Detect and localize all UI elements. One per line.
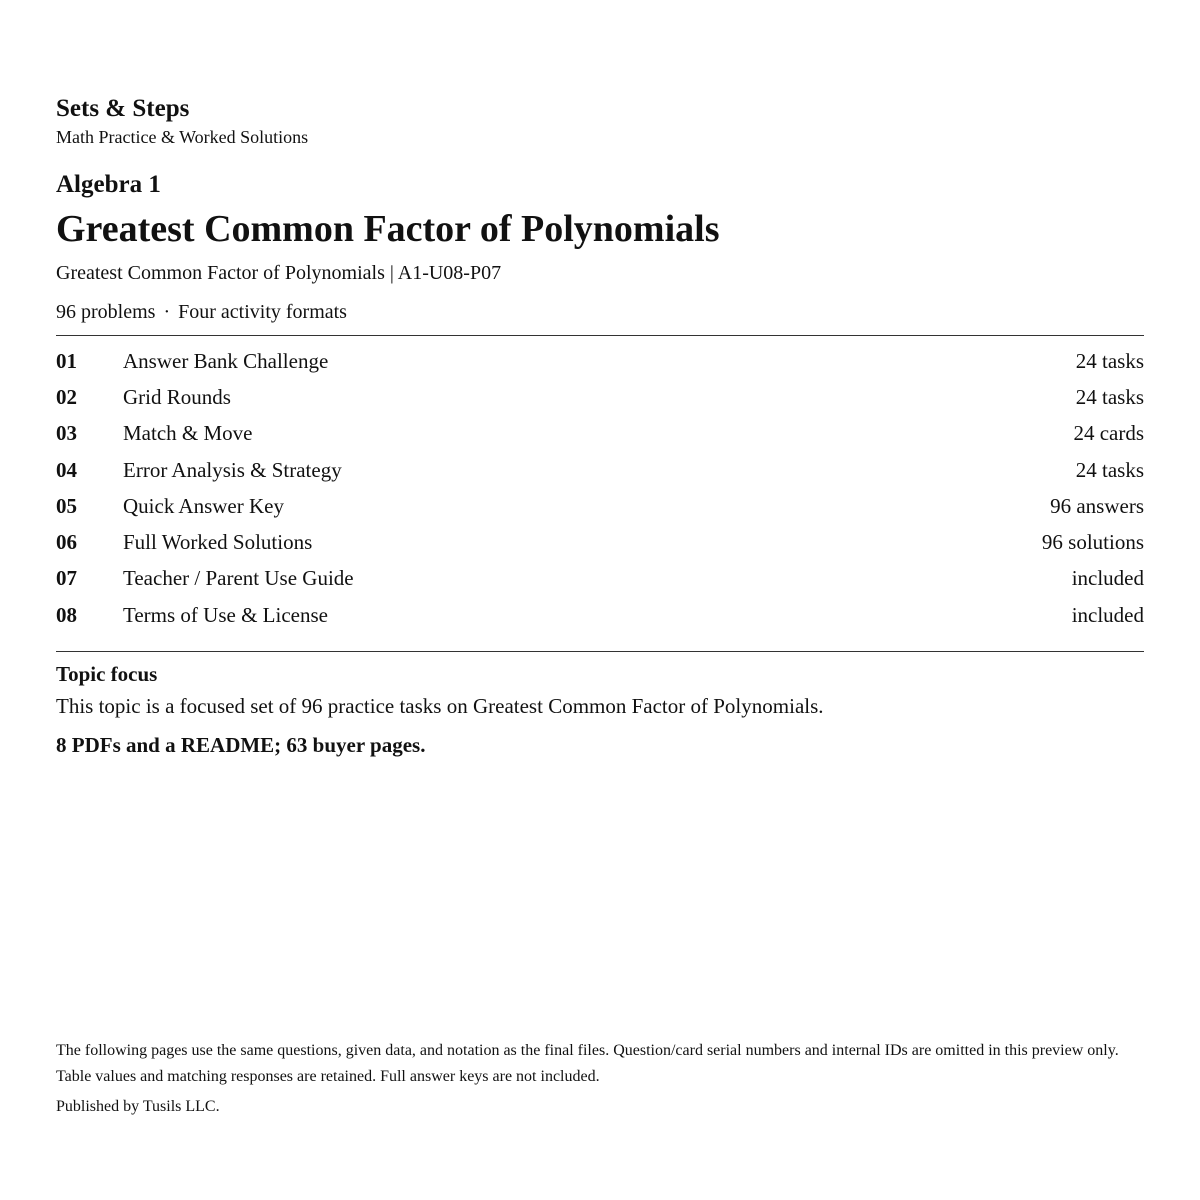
topic-focus-text: This topic is a focused set of 96 practice tasks on Greatest Common Factor of Polynomials. [56, 694, 824, 718]
row-label: Grid Rounds [123, 384, 231, 409]
row-count: 96 answers [1050, 493, 1144, 518]
row-count: 24 tasks [1075, 348, 1144, 373]
topic-focus-heading: Topic focus [56, 662, 158, 686]
row-label: Error Analysis & Strategy [123, 457, 342, 482]
row-label: Full Worked Solutions [123, 530, 313, 555]
meta-separator: · [163, 301, 171, 323]
contents-list [56, 343, 1144, 633]
top-divider [56, 335, 1144, 336]
brand-name: Sets & Steps [56, 95, 190, 122]
brand-tagline: Math Practice & Worked Solutions [56, 127, 309, 147]
contents-row [56, 597, 1144, 633]
row-number: 06 [56, 530, 77, 555]
contents-row [56, 379, 1144, 415]
row-count: 96 solutions [1041, 530, 1144, 555]
contents-row [56, 452, 1144, 488]
row-label: Answer Bank Challenge [123, 348, 329, 373]
contents-row [56, 343, 1144, 379]
activity-formats: Four activity formats [178, 301, 347, 323]
page-subtitle: Greatest Common Factor of Polynomials | A1-U08-P07 [56, 262, 502, 284]
row-number: 08 [56, 602, 77, 627]
publisher-line: Published by Tusils LLC. [56, 1098, 220, 1115]
row-label: Match & Move [123, 421, 253, 446]
bottom-divider [56, 651, 1144, 652]
row-count: 24 tasks [1075, 457, 1144, 482]
row-label: Terms of Use & License [123, 602, 328, 627]
row-count: 24 tasks [1075, 384, 1144, 409]
row-count: included [1071, 566, 1144, 591]
problem-count: 96 problems [56, 301, 156, 323]
document-page [56, 0, 1144, 1200]
preview-notice: The following pages use the same questions, given data, and notation as the final files. Question/card serial numbers and internal IDs are omitted in this preview only. Table values and matching responses are retained. Full answer keys are not included. [56, 1042, 1119, 1085]
row-label: Teacher / Parent Use Guide [123, 566, 354, 591]
row-count: included [1071, 602, 1144, 627]
row-number: 05 [56, 493, 77, 518]
file-summary: 8 PDFs and a README; 63 buyer pages. [56, 733, 426, 757]
row-number: 03 [56, 421, 77, 446]
contents-row [56, 416, 1144, 452]
page-title: Greatest Common Factor of Polynomials [56, 208, 720, 250]
contents-row [56, 561, 1144, 597]
contents-row [56, 488, 1144, 524]
course-name: Algebra 1 [56, 171, 161, 198]
row-count: 24 cards [1073, 421, 1144, 446]
meta-line [56, 300, 347, 324]
row-number: 01 [56, 348, 77, 373]
row-label: Quick Answer Key [123, 493, 284, 518]
row-number: 02 [56, 384, 77, 409]
contents-row [56, 524, 1144, 560]
row-number: 07 [56, 566, 77, 591]
row-number: 04 [56, 457, 77, 482]
